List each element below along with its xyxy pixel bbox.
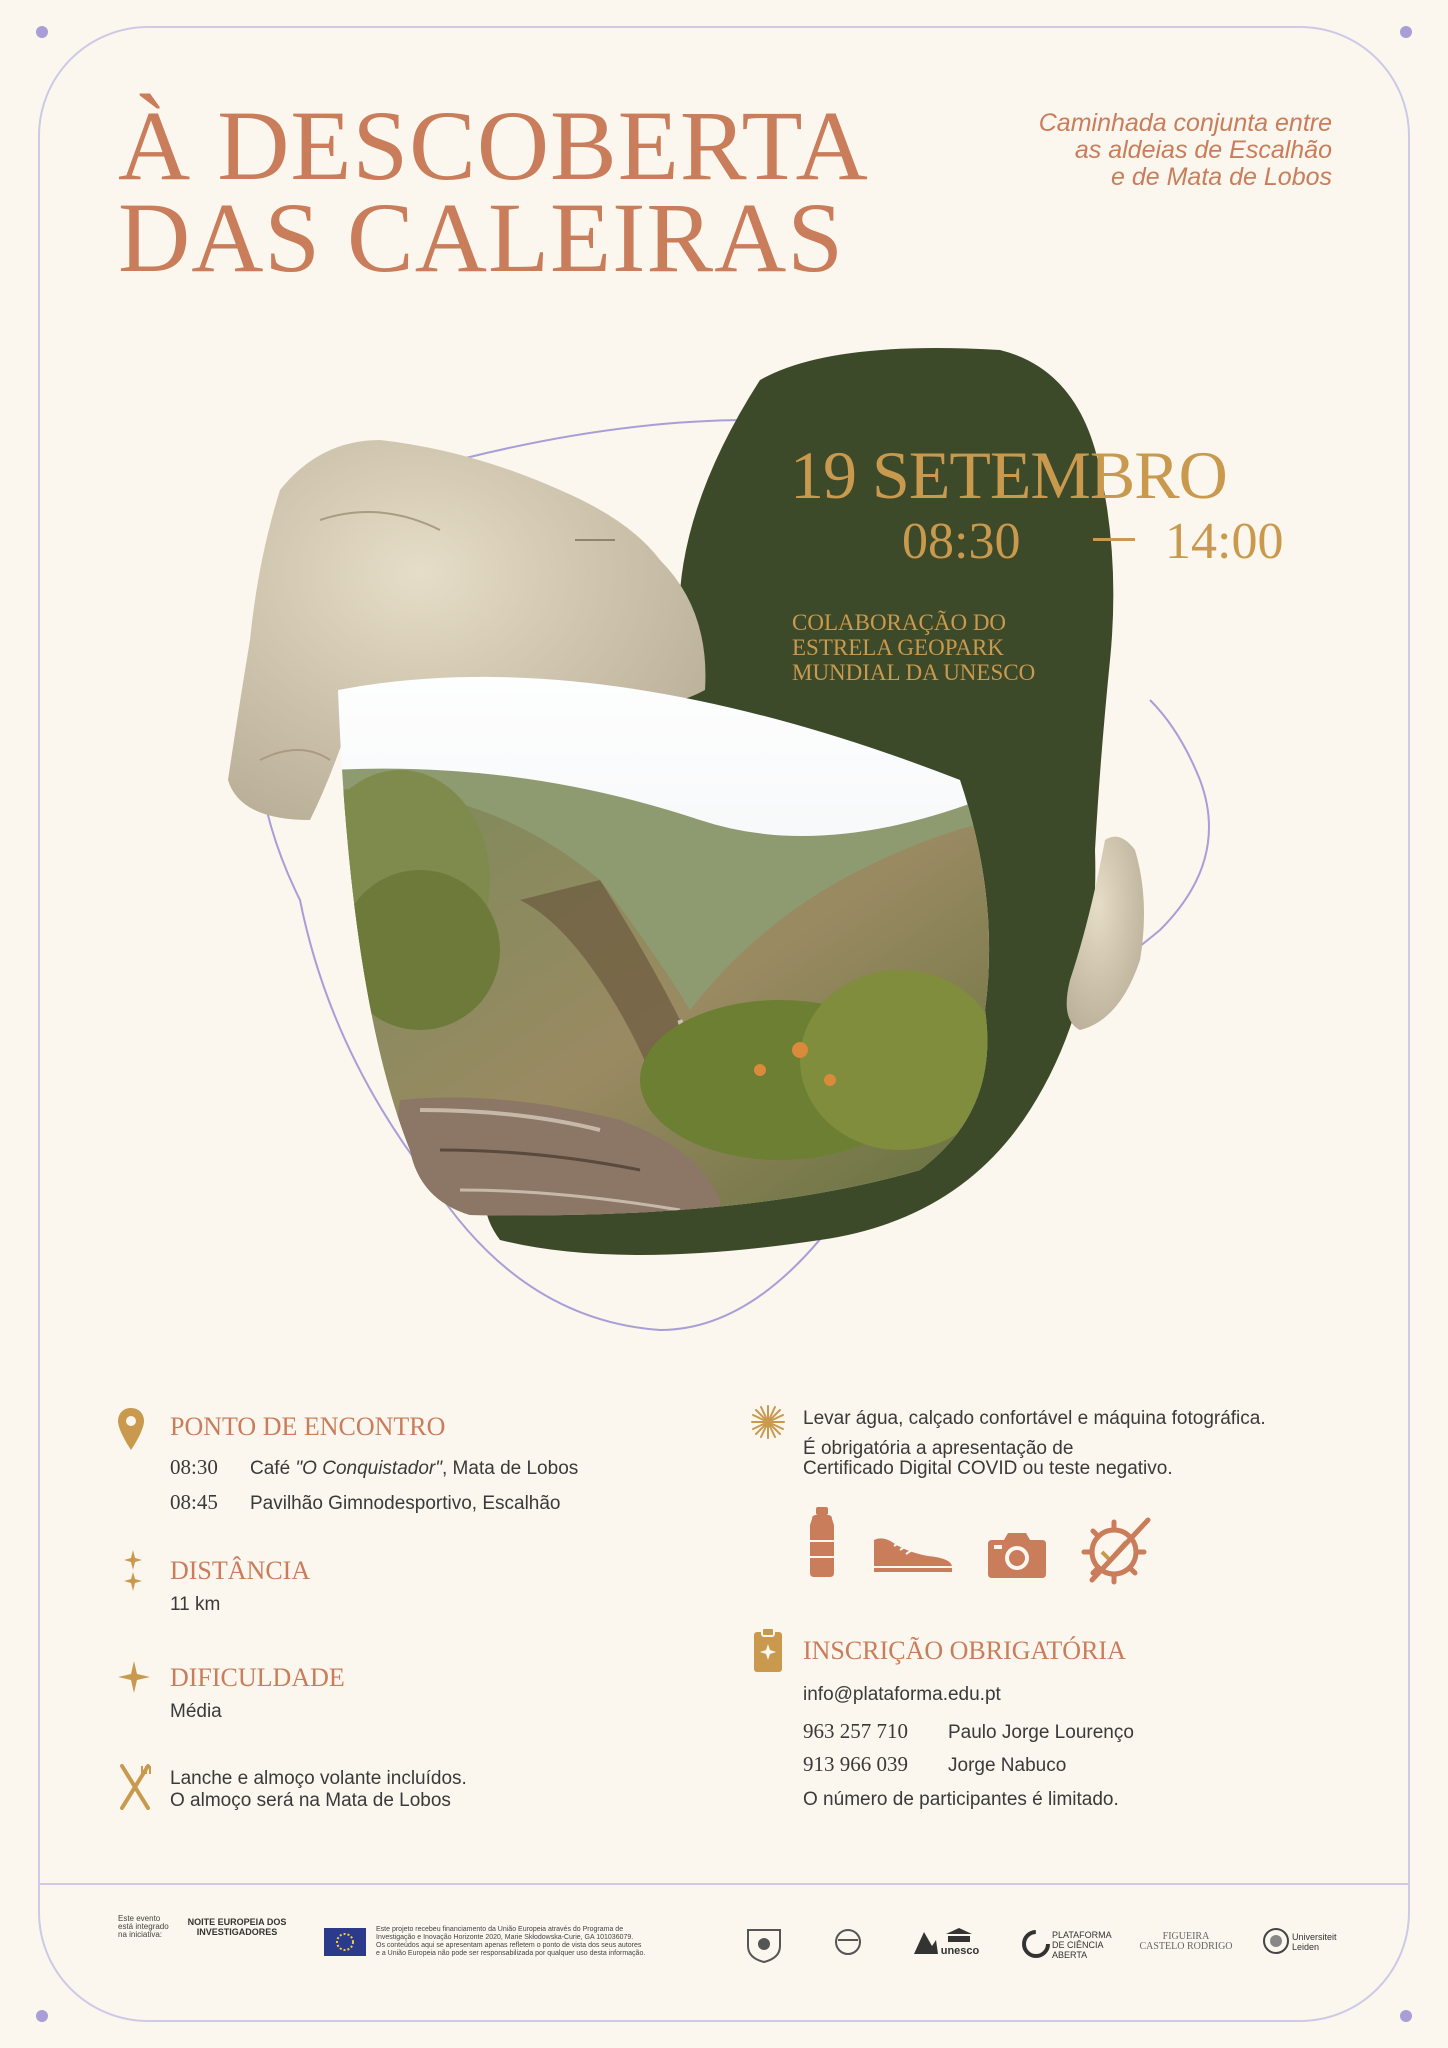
meeting-place: Café — [250, 1458, 296, 1479]
unesco-temple-icon — [944, 1926, 974, 1944]
corner-dot — [36, 2010, 48, 2022]
collab-line: COLABORAÇÃO DO — [792, 610, 1007, 635]
subtitle-line: as aldeias de Escalhão — [1074, 136, 1332, 164]
contact-name: Jorge Nabuco — [948, 1755, 1067, 1776]
eu-line: e a União Europeia não pode ser responsabilizada por qualquer uso desta informação. — [376, 1950, 646, 1957]
collaboration-note — [792, 610, 1035, 685]
logo-line: NOITE EUROPEIA DOS — [187, 1917, 287, 1927]
collab-line: ESTRELA GEOPARK — [792, 635, 1004, 660]
event-date: 19 SETEMBRO — [790, 437, 1227, 513]
clipboard-icon — [752, 1626, 784, 1674]
distance-title: DISTÂNCIA — [170, 1556, 311, 1585]
bottle-icon — [804, 1505, 840, 1579]
contact-name: Paulo Jorge Lourenço — [948, 1722, 1134, 1743]
meeting-row — [170, 1455, 578, 1480]
food-line: Lanche e almoço volante incluídos. — [170, 1768, 467, 1789]
registration-email: info@plataforma.edu.pt — [803, 1684, 1001, 1705]
registration-note: O número de participantes é limitado. — [803, 1789, 1119, 1810]
leiden-seal-icon — [1262, 1926, 1290, 1956]
corner-dot — [1400, 2010, 1412, 2022]
contact-row — [803, 1719, 1134, 1744]
noite-investigadores-logo — [178, 1917, 296, 1937]
title-line: DAS CALEIRAS — [118, 182, 844, 293]
municipality-crest-icon — [742, 1924, 786, 1964]
pca-logo — [1052, 1930, 1112, 1960]
event-end-time: 14:00 — [1165, 513, 1284, 570]
logo-line: Leiden — [1292, 1942, 1320, 1952]
eu-flag-icon — [324, 1928, 366, 1956]
unesco-logo: unesco — [940, 1945, 980, 1957]
difficulty-value: Média — [170, 1701, 222, 1722]
footer-line: está integrado — [118, 1922, 169, 1931]
meeting-place: Pavilhão Gimnodesportivo, Escalhão — [250, 1493, 561, 1514]
footer-line: na iniciativa: — [118, 1930, 163, 1939]
contact-phone: 913 966 039 — [803, 1752, 908, 1776]
event-start-time: 08:30 — [902, 513, 1021, 570]
eu-line: Os conteúdos aqui se apresentam apenas refletem o ponto de vista dos seus autores — [376, 1942, 642, 1949]
bring-line: Certificado Digital COVID ou teste negativo. — [803, 1458, 1173, 1479]
registration-title: INSCRIÇÃO OBRIGATÓRIA — [803, 1636, 1126, 1665]
food-line: O almoço será na Mata de Lobos — [170, 1790, 451, 1811]
logo-line: CASTELO RODRIGO — [1139, 1941, 1233, 1952]
shoe-icon — [870, 1532, 956, 1578]
logo-line: DE CIÊNCIA — [1052, 1940, 1104, 1950]
logo-line: PLATAFORMA — [1052, 1930, 1112, 1940]
sun-burst-icon — [750, 1404, 786, 1440]
logo-line: INVESTIGADORES — [196, 1927, 278, 1937]
logo-line: Universiteit — [1292, 1932, 1337, 1942]
parish-crest-icon — [828, 1926, 868, 1962]
meeting-place: , Mata de Lobos — [442, 1458, 579, 1479]
camera-icon — [986, 1530, 1048, 1580]
eu-funding-text — [376, 1926, 696, 1958]
contact-phone: 963 257 710 — [803, 1719, 908, 1743]
logo-line: FIGUEIRA — [1162, 1931, 1210, 1942]
sparkle-icon — [122, 1550, 144, 1592]
no-covid-icon — [1080, 1514, 1152, 1586]
eu-line: Investigação e Inovação Horizonte 2020, Marie Skłodowska-Curie, GA 101036079. — [376, 1934, 634, 1941]
difficulty-title: DIFICULDADE — [170, 1663, 345, 1692]
meeting-row — [170, 1490, 561, 1515]
subtitle-line: e de Mata de Lobos — [1111, 163, 1332, 191]
meeting-time: 08:30 — [170, 1455, 218, 1479]
meeting-time: 08:45 — [170, 1490, 218, 1514]
pca-logo-icon — [1020, 1928, 1052, 1960]
title-line: À DESCOBERTA — [118, 90, 869, 201]
map-pin-icon — [116, 1406, 146, 1454]
bring-line: Levar água, calçado confortável e máquina fotográfica. — [803, 1408, 1266, 1429]
bring-line: É obrigatória a apresentação de — [803, 1438, 1074, 1459]
contact-row — [803, 1752, 1066, 1777]
meeting-place-name: "O Conquistador" — [295, 1458, 442, 1479]
figueira-logo — [1138, 1932, 1234, 1952]
logo-line: ABERTA — [1052, 1950, 1088, 1960]
meeting-title: PONTO DE ENCONTRO — [170, 1412, 446, 1441]
footer-divider — [38, 1883, 1410, 1885]
star-icon — [117, 1660, 151, 1694]
eu-line: Este projeto recebeu financiamento da União Europeia através do Programa de — [376, 1926, 624, 1933]
leiden-logo — [1292, 1932, 1337, 1952]
estrela-geopark-icon — [910, 1928, 940, 1958]
distance-value: 11 km — [170, 1594, 221, 1615]
footer-line: Este evento — [118, 1914, 161, 1923]
subtitle-line: Caminhada conjunta entre — [1038, 109, 1332, 137]
collab-line: MUNDIAL DA UNESCO — [792, 660, 1036, 685]
time-separator — [1093, 538, 1135, 541]
cutlery-icon — [118, 1764, 152, 1810]
